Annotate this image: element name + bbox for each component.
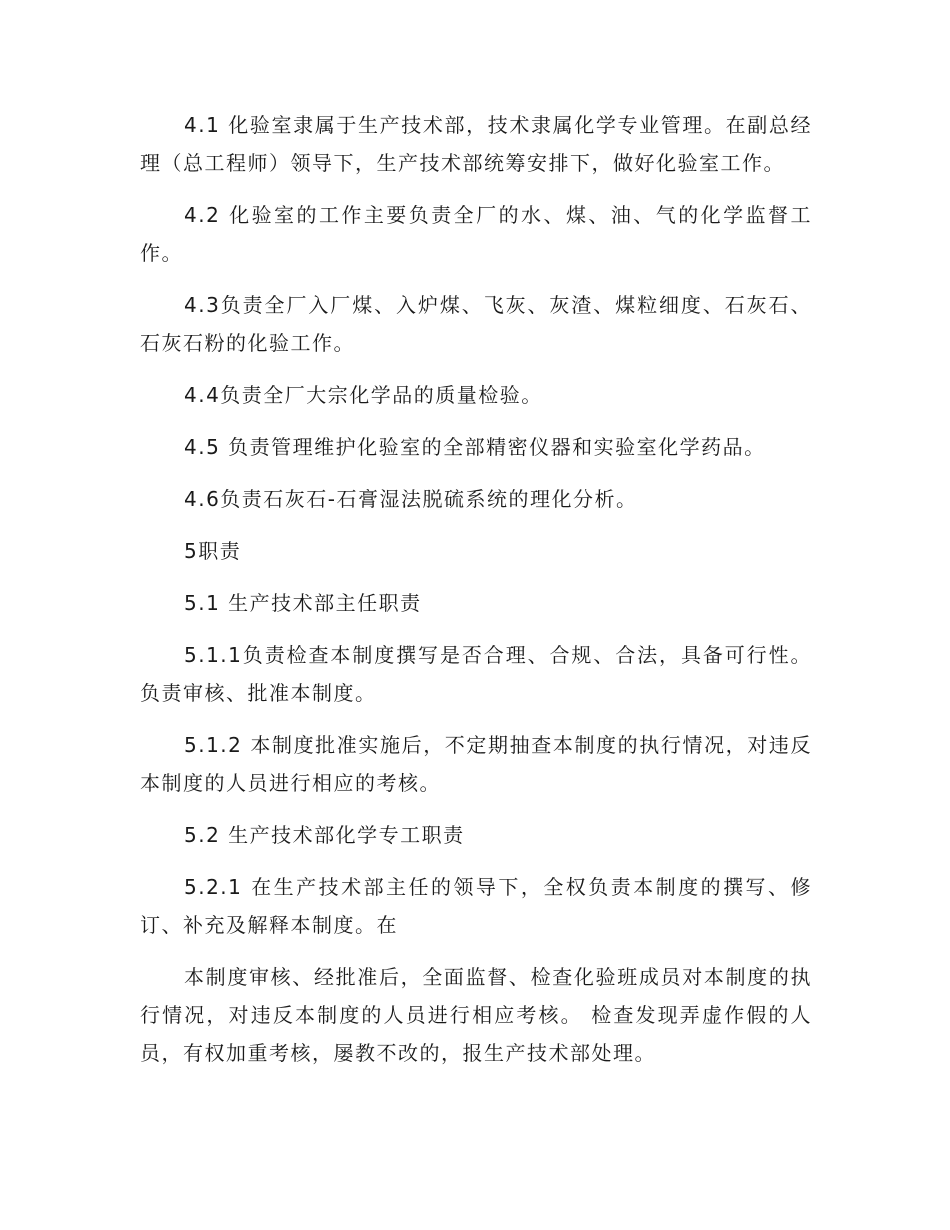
paragraph-4-1: 4.1 化验室隶属于生产技术部，技术隶属化学专业管理。在副总经理（总工程师）领导下，生产技术部统筹安排下，做好化验室工作。	[140, 113, 812, 175]
paragraph-5-1-1: 5.1.1负责检查本制度撰写是否合理、合规、合法，具备可行性。负责审核、批准本制度。	[140, 643, 812, 705]
paragraph-4-4: 4.4负责全厂大宗化学品的质量检验。	[184, 383, 543, 407]
paragraph-4-2: 4.2 化验室的工作主要负责全厂的水、煤、油、气的化学监督工作。	[140, 203, 812, 265]
section-heading-5: 5职责	[184, 539, 242, 563]
subsection-heading-5-2: 5.2 生产技术部化学专工职责	[184, 823, 465, 847]
paragraph-5-2-1-continued: 本制度审核、经批准后，全面监督、检查化验班成员对本制度的执行情况，对违反本制度的人员进行相应考核。 检查发现弄虚作假的人员，有权加重考核，屡教不改的，报生产技术部处理。	[140, 965, 812, 1065]
paragraph-5-2-1: 5.2.1 在生产技术部主任的领导下，全权负责本制度的撰写、修订、补充及解释本制度。在	[140, 875, 812, 937]
paragraph-4-3: 4.3负责全厂入厂煤、入炉煤、飞灰、灰渣、煤粒细度、石灰石、石灰石粉的化验工作。	[140, 293, 812, 355]
paragraph-5-1-2: 5.1.2 本制度批准实施后，不定期抽查本制度的执行情况，对违反本制度的人员进行相应的考核。	[140, 733, 812, 795]
paragraph-4-5: 4.5 负责管理维护化验室的全部精密仪器和实验室化学药品。	[184, 435, 766, 459]
document-body	[140, 106, 812, 1086]
subsection-heading-5-1: 5.1 生产技术部主任职责	[184, 591, 422, 615]
paragraph-4-6: 4.6负责石灰石-石膏湿法脱硫系统的理化分析。	[184, 487, 638, 511]
